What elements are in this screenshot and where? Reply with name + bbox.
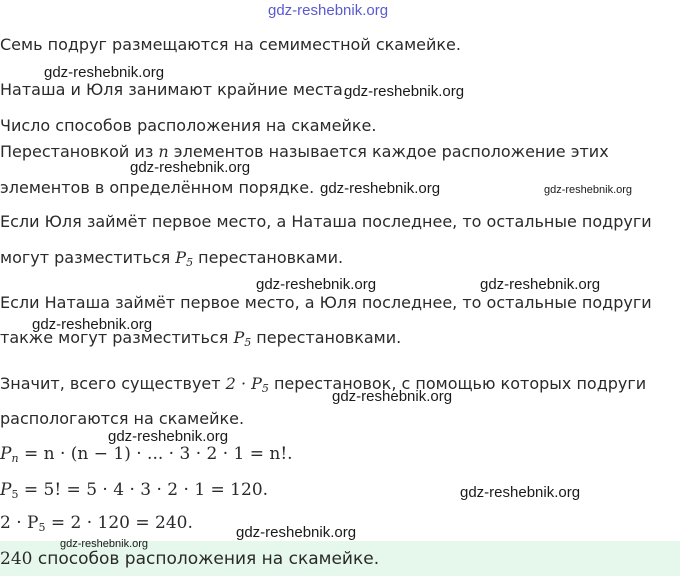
text-line-10-start: Значит, всего существует [0, 374, 226, 393]
text-line-7-start: могут разместиться [0, 248, 176, 267]
watermark: gdz-reshebnik.org [44, 64, 165, 81]
watermark: gdz-reshebnik.org [236, 524, 357, 541]
text-line-4-start: Перестановкой из [0, 142, 159, 161]
answer-number: 240 [0, 549, 33, 569]
text-line-7 [0, 248, 343, 273]
text-line-1: Семь подруг размещаются на семиместной скамейке. [0, 35, 461, 54]
watermark: gdz-reshebnik.org [460, 484, 581, 501]
text-line-8: Если Наташа займёт первое место, а Юля последнее, то остальные подруги [0, 293, 652, 312]
text-line-6: Если Юля займёт первое место, а Наташа последнее, то остальные подруги [0, 212, 652, 231]
var-n: n [158, 142, 169, 161]
formula-p5: $P_5 = 5$! = 5 · 4 · 3 · 2 · 1 = 120. [0, 480, 269, 501]
answer-text [0, 549, 379, 569]
text-line-4-end: элементов называется каждое расположение этих [168, 142, 609, 161]
formula-pn: $P_n = n \cdot (n - 1)$ · ... · 3 · 2 · 1 = n!. [0, 444, 293, 465]
watermark: gdz-reshebnik.org [108, 428, 229, 445]
var-p5: $P_5$ [233, 328, 252, 349]
text-line-9-end: перестановками. [251, 328, 402, 347]
text-line-10 [0, 374, 646, 399]
var-p5: $P_5$ [175, 248, 194, 269]
watermark: gdz-reshebnik.org [320, 180, 441, 197]
text-line-3: Число способов расположения на скамейке. [0, 116, 377, 135]
watermark: gdz-reshebnik.org [130, 159, 251, 176]
text-line-4 [0, 142, 609, 162]
text-line-5: элементов в определённом порядке. [0, 178, 315, 197]
answer-label: способов расположения на скамейке. [32, 549, 380, 569]
watermark: gdz-reshebnik.org [344, 83, 465, 100]
text-line-10-end: перестановок, с помощью которых подруги [268, 374, 647, 393]
watermark-top: gdz-reshebnik.org [268, 2, 389, 19]
formula-2p5: $2 \cdot P_5 = 2 \cdot 120 = 240$. [0, 513, 193, 534]
text-line-9-start: также могут разместиться [0, 328, 234, 347]
watermark: gdz-reshebnik.org [256, 276, 377, 293]
text-line-11: распологаются на скамейке. [0, 409, 245, 428]
watermark: gdz-reshebnik.org [60, 538, 149, 550]
watermark: gdz-reshebnik.org [32, 316, 153, 333]
watermark: gdz-reshebnik.org [332, 388, 453, 405]
expr-2p5: $2 \cdot P_5$ [225, 374, 269, 395]
watermark: gdz-reshebnik.org [480, 276, 601, 293]
text-line-2: Наташа и Юля занимают крайние места. [0, 80, 348, 99]
text-line-7-end: перестановками. [193, 248, 344, 267]
watermark: gdz-reshebnik.org [544, 184, 633, 196]
